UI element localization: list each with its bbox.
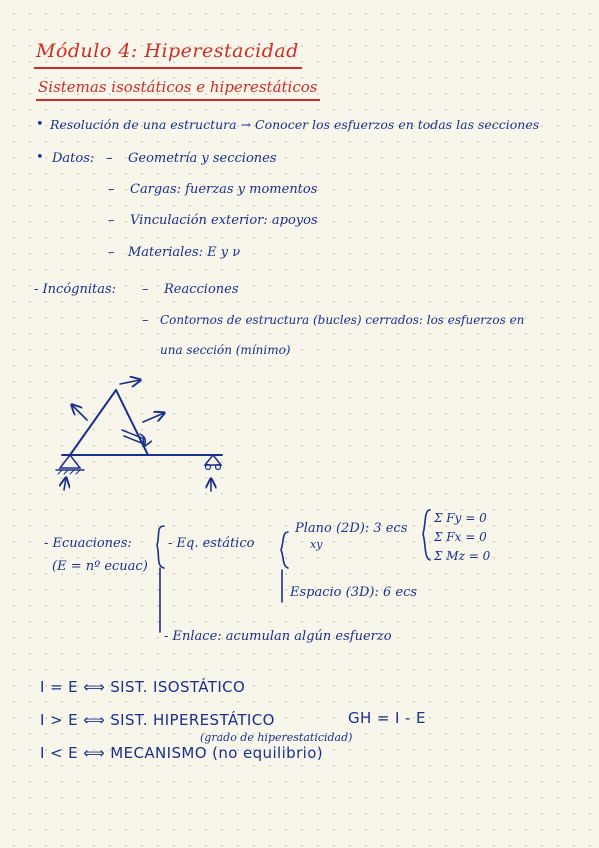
ecuaciones-sublabel: (E = nº ecuac): [52, 559, 148, 574]
bullet-dot: •: [36, 150, 44, 165]
datos-label: Datos:: [52, 151, 95, 166]
enlace-label: - Enlace: acumulan algún esfuerzo: [164, 629, 392, 644]
bullet-dot: •: [36, 117, 44, 132]
plano-label: Plano (2D): 3 ecs: [295, 521, 408, 536]
datos-item-cargas: Cargas: fuerzas y momentos: [130, 182, 318, 197]
datos-dash: –: [108, 182, 115, 197]
datos-dash: –: [108, 213, 115, 228]
ecuaciones-brace: [157, 526, 164, 568]
datos-dash: –: [108, 245, 115, 260]
incognitas-dash: –: [142, 282, 149, 297]
datos-item-geometria: Geometría y secciones: [128, 151, 277, 166]
pin-support: [60, 455, 80, 468]
roller-support: [205, 455, 221, 465]
force-arrow: [120, 380, 140, 384]
force-arrow: [72, 405, 87, 420]
section-subtitle: Sistemas isostáticos e hiperestáticos: [38, 78, 318, 96]
sum-mz: Σ Mz = 0: [434, 549, 491, 563]
truss-left-member: [70, 390, 116, 455]
force-arrow: [143, 413, 164, 422]
incognitas-label: - Incógnitas:: [34, 282, 117, 297]
bullet-resolucion: Resolución de una estructura → Conocer los esfuerzos en todas las secciones: [50, 117, 540, 132]
datos-item-materiales: Materiales: E y ν: [128, 245, 241, 260]
datos-dash: –: [106, 151, 113, 166]
datos-item-vinculacion: Vinculación exterior: apoyos: [130, 213, 318, 228]
mecanismo-rule: I < E ⟺ MECANISMO (no equilibrio): [40, 744, 324, 762]
incognitas-dash: –: [142, 313, 149, 328]
incognitas-item-seccion: una sección (mínimo): [160, 343, 291, 357]
page-title: Módulo 4: Hiperestacidad: [36, 40, 299, 62]
gh-formula: GH = I - E: [348, 709, 426, 727]
ecuaciones-label: - Ecuaciones:: [44, 536, 132, 551]
eq-estatico-brace: [281, 532, 288, 568]
sum-fy: Σ Fy = 0: [434, 511, 487, 525]
sum-fx: Σ Fx = 0: [434, 530, 487, 544]
eq-estatico-label: - Eq. estático: [168, 536, 255, 551]
hiperestatico-rule: I > E ⟺ SIST. HIPERESTÁTICO: [40, 711, 275, 729]
grado-note: (grado de hiperestaticidad): [200, 731, 353, 744]
plano-axes: xy: [310, 538, 323, 551]
plano-brace: [423, 510, 430, 560]
incognitas-item-reacciones: Reacciones: [164, 282, 239, 297]
incognitas-item-contornos: Contornos de estructura (bucles) cerrados: los esfuerzos en: [160, 313, 525, 327]
espacio-label: Espacio (3D): 6 ecs: [290, 585, 418, 600]
reaction-arrow: [64, 478, 66, 490]
isostatico-rule: I = E ⟺ SIST. ISOSTÁTICO: [40, 678, 246, 696]
